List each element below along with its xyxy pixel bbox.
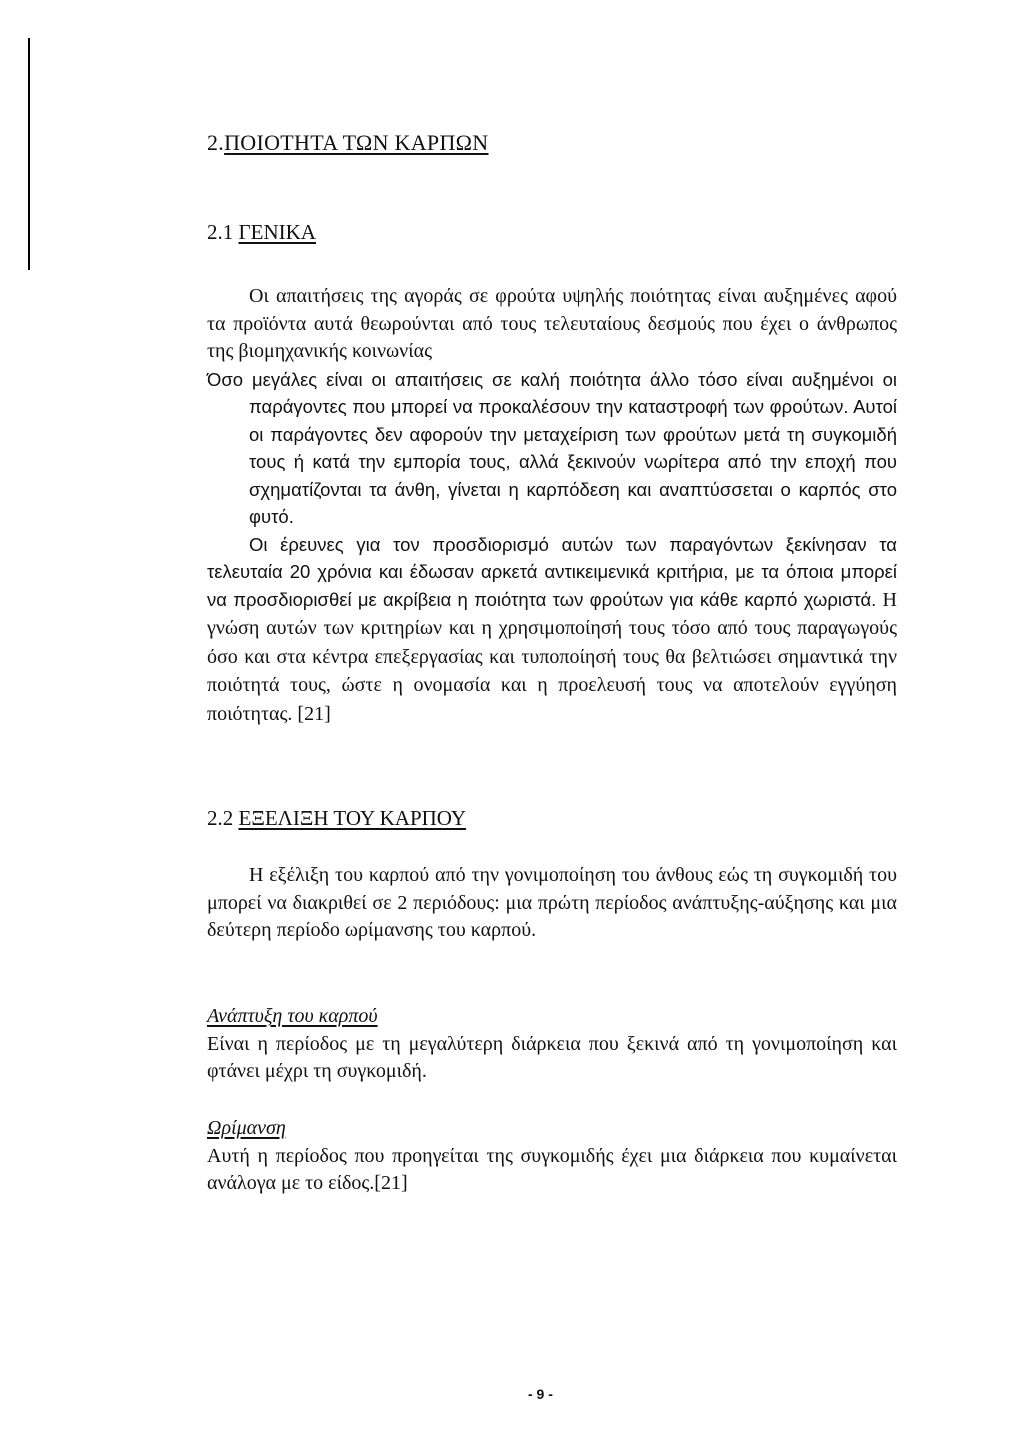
section-2-1-body — [207, 283, 897, 728]
paragraph-sans — [207, 366, 897, 531]
paragraph-serif-text: Η γνώση αυτών των κριτηρίων και η χρησιμοποίησή τους τόσο από τους παραγωγούς όσο και στα κέντρα επεξεργασίας και τυποποίησή τους θα βελτιώσει σημαντικά την ποιότητά τους, ώστε η ονομασία και η προελευσή τους να αποτελούν εγγύηση ποιότητας. [21] — [207, 588, 897, 725]
subsection-title: ΓΕΝΙΚΑ — [238, 220, 316, 244]
subsection-title: ΕΞΕΛΙΞΗ ΤΟΥ ΚΑΡΠΟΥ — [238, 806, 467, 830]
subsection-heading-2-2 — [207, 806, 466, 831]
page-number: - 9 - — [528, 1386, 553, 1402]
definition-development — [207, 1003, 897, 1086]
term-heading: Ωρίμανση — [207, 1117, 286, 1139]
term-heading: Ανάπτυξη του καρπού — [207, 1005, 378, 1027]
subsection-heading-2-1 — [207, 220, 316, 245]
paragraph-sans-text: Οι έρευνες για τον προσδιορισμό αυτών των παραγόντων ξεκίνησαν τα τελευταία 20 χρόνια και έδωσαν αρκετά αντικειμενικά κριτήρια, με τα όποια μπορεί να προσδιορισθεί με ακρίβεια η ποιότητα των φρούτων για κάθε καρπό χωριστά. — [207, 533, 897, 610]
section-2-2-body — [207, 862, 897, 945]
subsection-number: 2.1 — [207, 220, 234, 244]
paragraph-sans-text: Όσο μεγάλες είναι οι απαιτήσεις σε καλή ποιότητα άλλο τόσο είναι αυξημένοι οι παράγοντες που μπορεί να προκαλέσουν την καταστροφή των φρούτων. Αυτοί οι παράγοντες δεν αφορούν την μεταχείριση των φρούτων μετά τη συγκομιδή τους ή κατά την εμπορία τους, αλλά ξεκινούν νωρίτερα από την εποχή που σχηματίζονται τα άνθη, γίνεται η καρπόδεση και αναπτύσσεται ο καρπός στο φυτό. — [207, 368, 897, 527]
section-heading — [207, 130, 489, 156]
subsection-number: 2.2 — [207, 806, 234, 830]
paragraph: Η εξέλιξη του καρπού από την γονιμοποίηση του άνθους εώς τη συγκομιδή του μπορεί να διακριθεί σε 2 περιόδους: μια πρώτη περίοδος ανάπτυξης-αύξησης και μια δεύτερη περίοδο ωρίμανσης του καρπού. — [207, 864, 897, 941]
paragraph-sans-2 — [207, 531, 897, 729]
paragraph: Οι απαιτήσεις της αγοράς σε φρούτα υψηλής ποιότητας είναι αυξημένες αφού τα προϊόντα αυτά θεωρούνται από τους τελευταίους δεσμούς που έχει ο άνθρωπος της βιομηχανικής κοινωνίας — [207, 285, 897, 362]
section-title: ΠΟΙΟΤΗΤΑ ΤΩΝ ΚΑΡΠΩΝ — [224, 130, 489, 155]
term-definition: Είναι η περίοδος με τη μεγαλύτερη διάρκεια που ξεκινά από τη γονιμοποίηση και φτάνει μέχρι τη συγκομιδή. — [207, 1032, 897, 1082]
scan-edge-line — [28, 38, 30, 270]
term-definition: Αυτή η περίοδος που προηγείται της συγκομιδής έχει μια διάρκεια που κυμαίνεται ανάλογα με το είδος.[21] — [207, 1144, 897, 1194]
section-number: 2. — [207, 130, 225, 155]
definition-ripening — [207, 1115, 897, 1198]
